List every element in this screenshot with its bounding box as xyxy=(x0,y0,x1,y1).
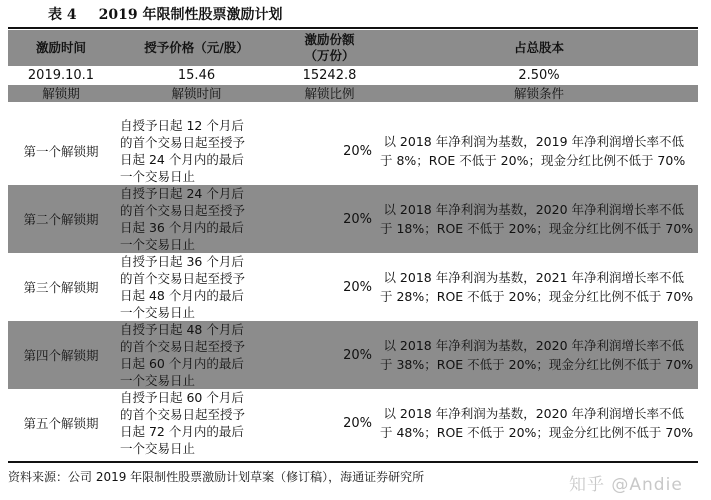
header-date: 激励时间 xyxy=(8,30,114,66)
summary-table xyxy=(8,30,698,102)
time-line: 的首个交易日起至授予 xyxy=(120,339,246,354)
phase-name: 第四个解锁期 xyxy=(8,321,114,389)
summary-header-row xyxy=(8,30,698,66)
phase-name: 第五个解锁期 xyxy=(23,416,99,431)
header-amount-line1: 激励份额 xyxy=(304,32,355,47)
condition-line: 于 38%；ROE 不低于 20%；现金分红比例不低于 70% xyxy=(380,357,694,372)
header-price: 授予价格（元/股） xyxy=(114,30,279,66)
header-phase: 解锁期 xyxy=(8,85,114,102)
phase-name: 第二个解锁期 xyxy=(8,185,114,253)
condition-line: 于 28%；ROE 不低于 20%；现金分红比例不低于 70% xyxy=(380,289,694,304)
phase-time xyxy=(114,185,279,253)
time-line: 自授予日起 60 个月后 xyxy=(120,390,244,405)
condition-line: 以 2018 年净利润为基数，2019 年净利润增长率不低 xyxy=(383,134,684,149)
phase-ratio: 20% xyxy=(279,185,380,253)
time-line: 一个交易日止 xyxy=(120,169,196,184)
phase-ratio: 20% xyxy=(343,415,372,431)
time-line: 自授予日起 36 个月后 xyxy=(120,254,244,269)
unlock-table xyxy=(8,117,698,457)
table-row xyxy=(8,185,698,253)
table-number: 表 4 xyxy=(48,7,77,23)
time-line: 自授予日起 48 个月后 xyxy=(120,322,244,337)
table-row xyxy=(8,321,698,389)
unlock-header-row xyxy=(8,85,698,102)
time-line: 日起 48 个月内的最后 xyxy=(120,288,244,303)
header-time: 解锁时间 xyxy=(114,85,279,102)
cell-share: 2.50% xyxy=(518,68,560,83)
phase-condition xyxy=(380,321,698,389)
phase-condition xyxy=(380,253,698,321)
condition-line: 于 18%；ROE 不低于 20%；现金分红比例不低于 70% xyxy=(380,221,694,236)
header-amount-line2: （万份） xyxy=(304,48,355,63)
table-row xyxy=(8,389,698,457)
phase-name: 第一个解锁期 xyxy=(23,144,99,159)
condition-line: 以 2018 年净利润为基数，2020 年净利润增长率不低 xyxy=(383,406,684,421)
phase-condition xyxy=(380,117,698,185)
cell-amount: 15242.8 xyxy=(302,68,357,83)
phase-ratio: 20% xyxy=(343,279,372,295)
condition-line: 以 2018 年净利润为基数，2021 年净利润增长率不低 xyxy=(383,270,684,285)
time-line: 日起 24 个月内的最后 xyxy=(120,152,244,167)
watermark: 知乎 @Andie xyxy=(569,475,683,495)
time-line: 自授予日起 24 个月后 xyxy=(120,186,244,201)
time-line: 一个交易日止 xyxy=(120,305,196,320)
header-condition: 解锁条件 xyxy=(380,85,698,102)
source-note: 资料来源：公司 2019 年限制性股票激励计划草案（修订稿），海通证券研究所 xyxy=(8,470,425,484)
phase-time xyxy=(114,389,279,457)
phase-condition xyxy=(380,389,698,457)
time-line: 日起 72 个月内的最后 xyxy=(120,424,244,439)
time-line: 的首个交易日起至授予 xyxy=(120,135,246,150)
phase-ratio: 20% xyxy=(279,321,380,389)
table-title xyxy=(48,4,282,26)
cell-date: 2019.10.1 xyxy=(27,68,95,83)
time-line: 一个交易日止 xyxy=(120,373,196,388)
table-row xyxy=(8,117,698,185)
header-ratio: 解锁比例 xyxy=(279,85,380,102)
header-amount xyxy=(279,30,380,66)
time-line: 日起 60 个月内的最后 xyxy=(120,356,244,371)
condition-line: 以 2018 年净利润为基数，2020 年净利润增长率不低 xyxy=(383,338,684,353)
summary-data-row xyxy=(8,66,698,85)
cell-price: 15.46 xyxy=(177,68,216,83)
time-line: 的首个交易日起至授予 xyxy=(120,407,246,422)
bottom-rule xyxy=(8,461,698,463)
condition-line: 于 48%；ROE 不低于 20%；现金分红比例不低于 70% xyxy=(380,425,694,440)
condition-line: 于 8%；ROE 不低于 20%；现金分红比例不低于 70% xyxy=(380,153,686,168)
phase-condition xyxy=(380,185,698,253)
phase-time xyxy=(114,321,279,389)
time-line: 一个交易日止 xyxy=(120,441,196,456)
top-rule xyxy=(8,27,698,29)
table-row xyxy=(8,253,698,321)
time-line: 一个交易日止 xyxy=(120,237,196,252)
time-line: 日起 36 个月内的最后 xyxy=(120,220,244,235)
phase-time xyxy=(114,117,279,185)
time-line: 自授予日起 12 个月后 xyxy=(120,118,244,133)
time-line: 的首个交易日起至授予 xyxy=(120,271,246,286)
phase-ratio: 20% xyxy=(343,143,372,159)
phase-name: 第三个解锁期 xyxy=(23,280,99,295)
phase-time xyxy=(114,253,279,321)
header-share: 占总股本 xyxy=(380,30,698,66)
time-line: 的首个交易日起至授予 xyxy=(120,203,246,218)
table-caption: 2019 年限制性股票激励计划 xyxy=(98,7,283,23)
condition-line: 以 2018 年净利润为基数，2020 年净利润增长率不低 xyxy=(383,202,684,217)
